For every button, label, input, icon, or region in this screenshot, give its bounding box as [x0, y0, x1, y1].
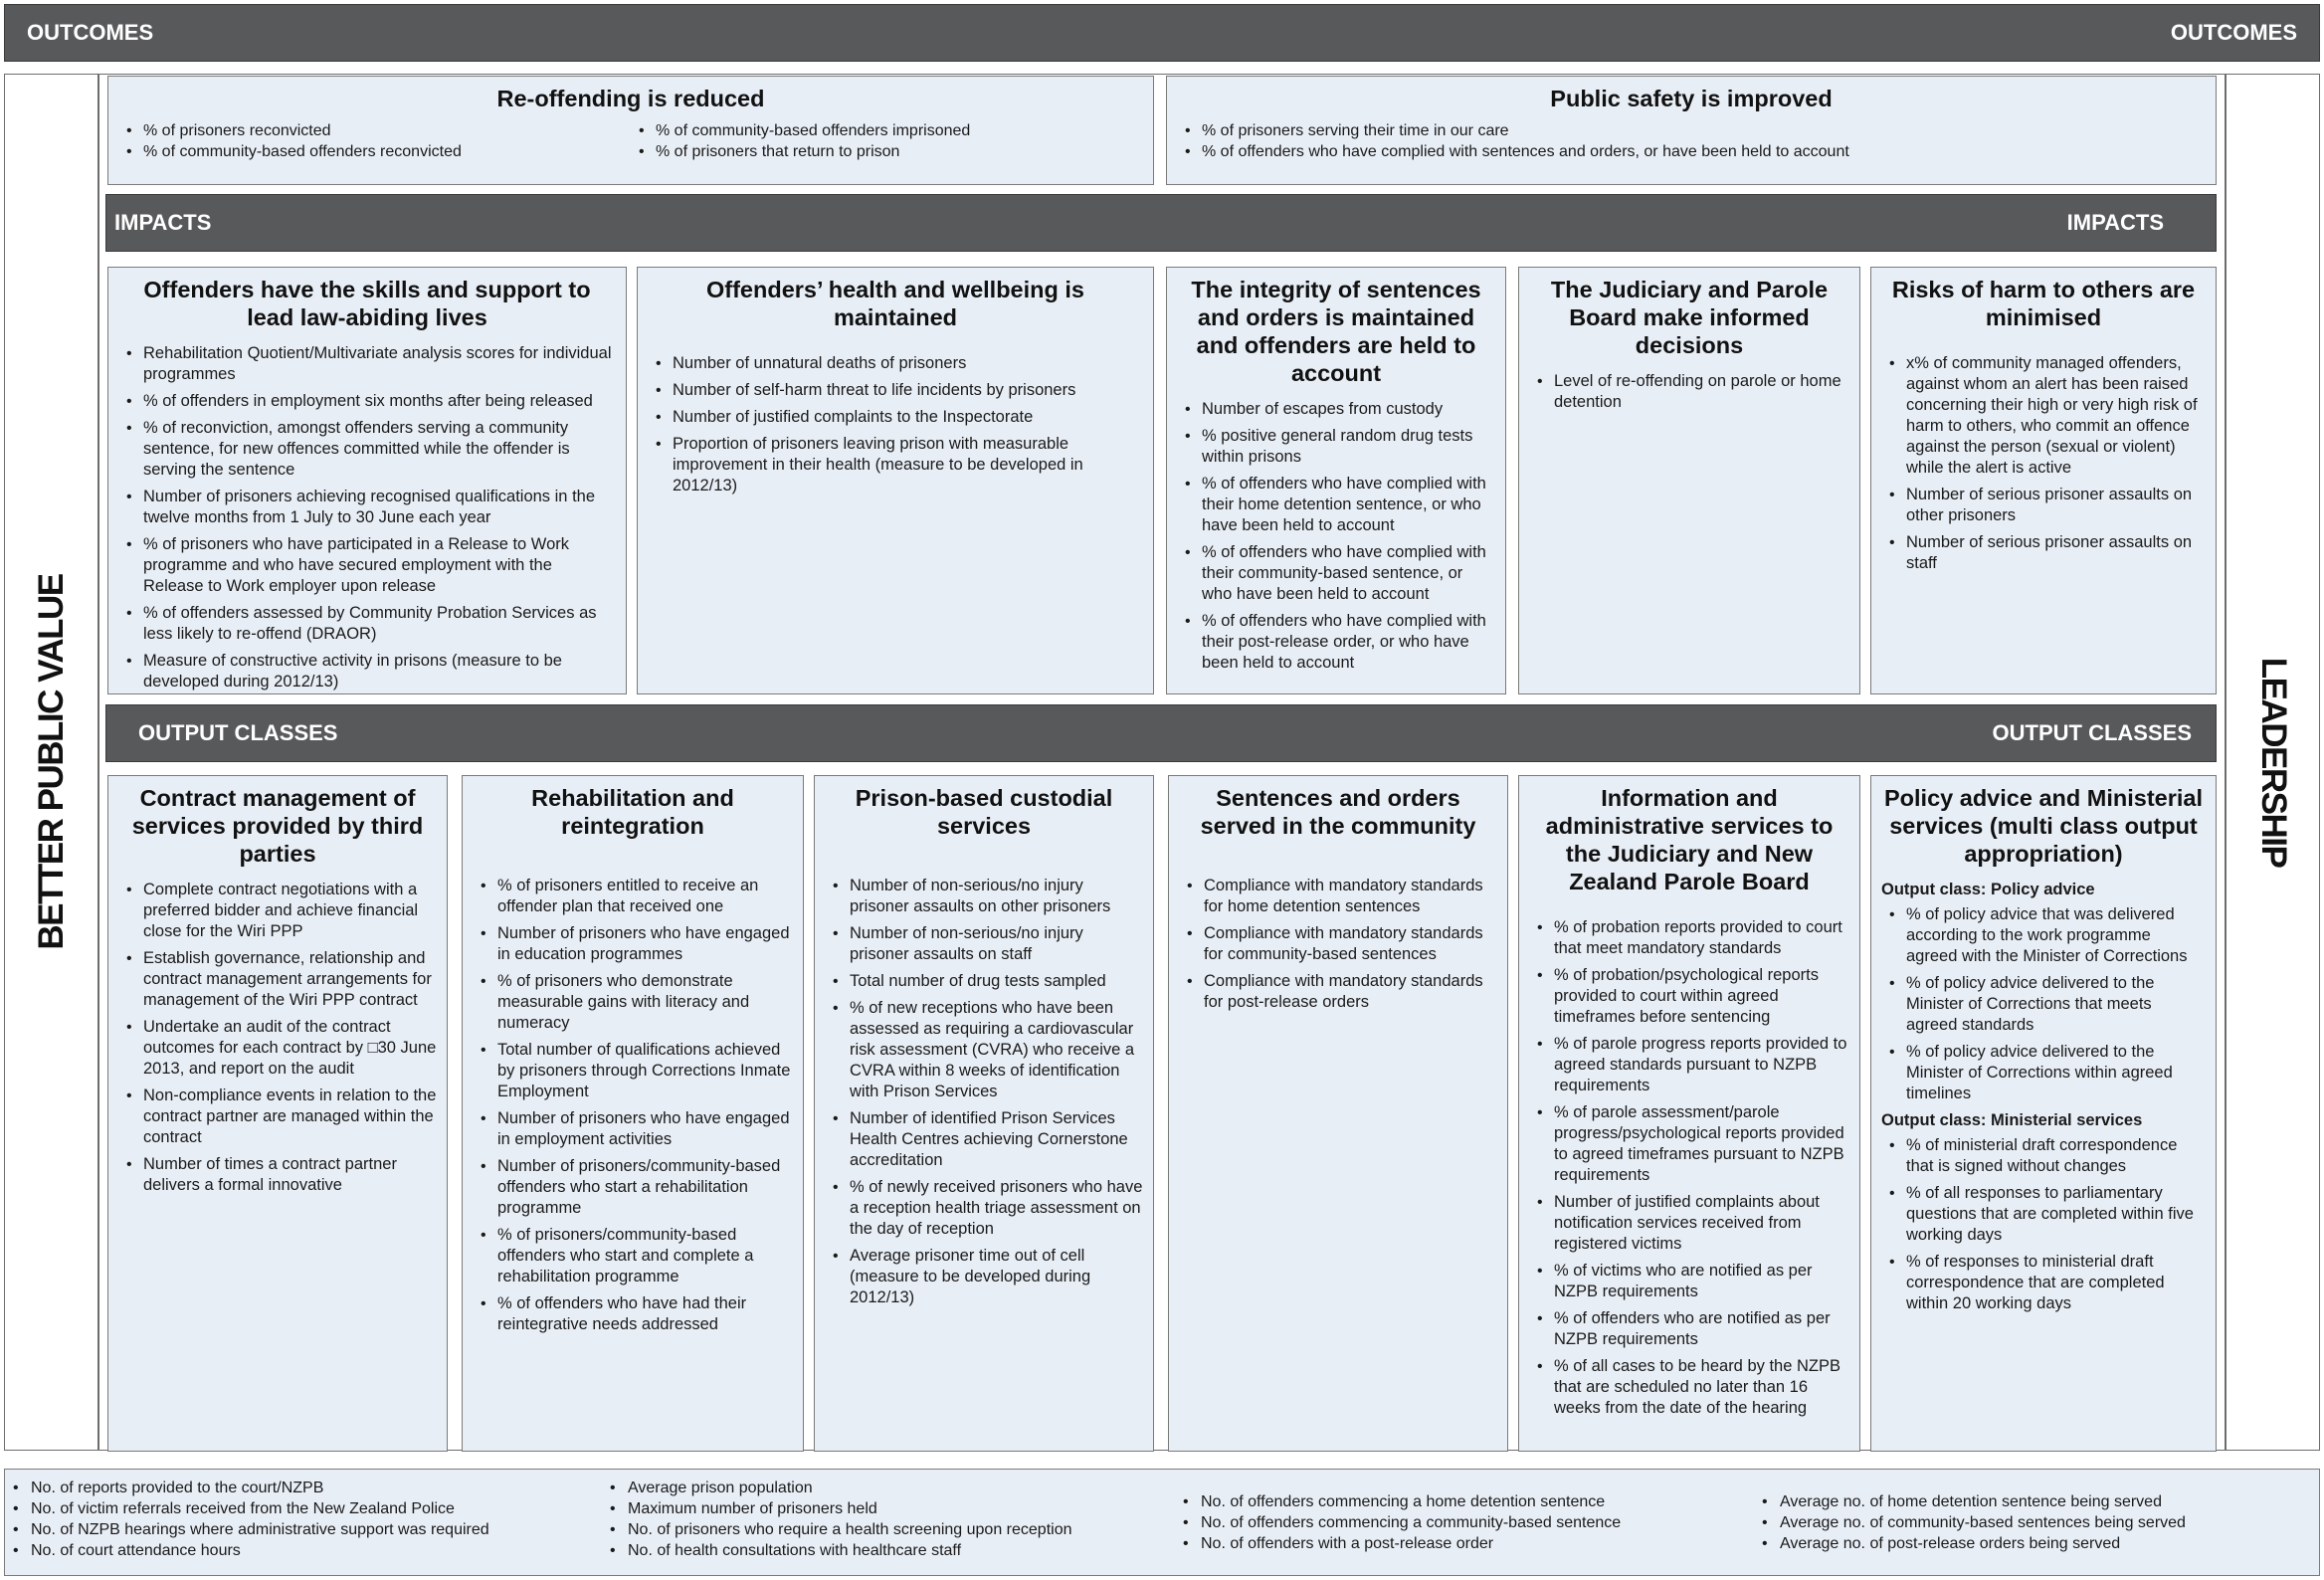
- list-item: • Number of prisoners who have engaged in employment activities: [473, 1108, 793, 1150]
- list-item: • Number of justified complaints about notification services received from registered victims: [1529, 1192, 1849, 1255]
- list-item: • % of prisoners serving their time in our care: [1177, 120, 2206, 141]
- output-subclass-policy-advice: Output class: Policy advice: [1881, 881, 2095, 898]
- impact-title: Risks of harm to others are minimised: [1891, 277, 2196, 330]
- output-measures-list: [1529, 917, 1849, 1419]
- list-item: • % of all cases to be heard by the NZPB that are scheduled no later than 16 weeks from the date of the hearing: [1529, 1356, 1849, 1419]
- output-classes-header-right-label: OUTPUT CLASSES: [1992, 720, 2192, 745]
- list-item: • % of all responses to parliamentary questions that are completed within five working days: [1881, 1183, 2206, 1246]
- output-subclass-ministerial-services: Output class: Ministerial services: [1881, 1111, 2143, 1129]
- list-item: • % of newly received prisoners who have a reception health triage assessment on the day of reception: [825, 1177, 1143, 1240]
- output-measures-list: [825, 876, 1143, 1308]
- list-item: • % of offenders who are notified as per NZPB requirements: [1529, 1308, 1849, 1350]
- impact-title: The integrity of sentences and orders is maintained and offenders are held to account: [1191, 277, 1481, 386]
- output-classes-header-bar: [105, 704, 2217, 762]
- list-item: • % of ministerial draft correspondence that is signed without changes: [1881, 1135, 2206, 1177]
- list-item: • % of prisoners that return to prison: [631, 141, 1143, 162]
- list-item: • No. of NZPB hearings where administrative support was required: [11, 1519, 608, 1540]
- output-box-contract-management: [107, 775, 448, 1452]
- list-item: • Number of justified complaints to the Inspectorate: [648, 407, 1143, 428]
- footer-col-4: [1760, 1478, 2297, 1567]
- output-measures-list: [1881, 1135, 2206, 1314]
- list-item: • Average prisoner time out of cell (measure to be developed during 2012/13): [825, 1246, 1143, 1308]
- output-box-custodial-services: [814, 775, 1154, 1452]
- list-item: • % of offenders who have complied with their home detention sentence, or who have been held to account: [1177, 474, 1495, 536]
- list-item: • Maximum number of prisoners held: [608, 1498, 1181, 1519]
- footer-col-1: [11, 1478, 608, 1567]
- list-item: • Average prison population: [608, 1478, 1181, 1498]
- list-item: • Compliance with mandatory standards for post-release orders: [1179, 971, 1497, 1013]
- footer-col-3: [1181, 1478, 1760, 1567]
- leadership-side-panel: [2226, 74, 2320, 1451]
- impact-title: Offenders’ health and wellbeing is maintained: [706, 277, 1084, 330]
- output-box-information-services: [1518, 775, 1860, 1452]
- impact-title: Offenders have the skills and support to lead law-abiding lives: [143, 277, 591, 330]
- list-item: • Number of serious prisoner assaults on staff: [1881, 532, 2206, 574]
- impact-measures-list: [648, 353, 1143, 496]
- footer-col-2: [608, 1478, 1181, 1567]
- list-item: • Establish governance, relationship and contract management arrangements for management of the Wiri PPP contract: [118, 948, 437, 1011]
- list-item: • % of offenders who have complied with their post-release order, or who have been held to account: [1177, 611, 1495, 674]
- list-item: • Level of re-offending on parole or home detention: [1529, 371, 1849, 413]
- list-item: • % of prisoners who have participated in a Release to Work programme and who have secured employment with the Release to Work employer upon release: [118, 534, 616, 597]
- list-item: • % of prisoners reconvicted: [118, 120, 631, 141]
- list-item: • % of community-based offenders imprisoned: [631, 120, 1143, 141]
- outcome-title: Public safety is improved: [1550, 86, 1833, 111]
- list-item: • Number of serious prisoner assaults on other prisoners: [1881, 485, 2206, 526]
- list-item: • % of prisoners who demonstrate measurable gains with literacy and numeracy: [473, 971, 793, 1034]
- outcomes-header-right-label: OUTCOMES: [2170, 20, 2297, 45]
- outcomes-header-bar: [4, 4, 2320, 62]
- list-item: • % of offenders in employment six months after being released: [118, 391, 616, 412]
- outcome-box-reoffending: [107, 76, 1154, 185]
- impact-box-skills-support: [107, 267, 627, 694]
- impacts-header-bar: [105, 194, 2217, 252]
- list-item: • Total number of drug tests sampled: [825, 971, 1143, 992]
- list-item: • % of offenders who have complied with their community-based sentence, or who have been held to account: [1177, 542, 1495, 605]
- list-item: • % of parole assessment/parole progress/psychological reports provided to agreed timeframes pursuant to NZPB requirements: [1529, 1102, 1849, 1186]
- outcome-measures-col1: [118, 120, 631, 162]
- output-title: Prison-based custodial services: [855, 785, 1113, 839]
- list-item: • % of responses to ministerial draft correspondence that are completed within 20 working days: [1881, 1252, 2206, 1314]
- list-item: • Complete contract negotiations with a preferred bidder and achieve financial close for the Wiri PPP: [118, 880, 437, 942]
- list-item: • % of offenders who have complied with sentences and orders, or have been held to account: [1177, 141, 2206, 162]
- output-title: Information and administrative services to the Judiciary and New Zealand Parole Board: [1545, 785, 1834, 894]
- output-measures-list: [1881, 904, 2206, 1104]
- list-item: • % of probation/psychological reports provided to court within agreed timeframes before sentencing: [1529, 965, 1849, 1028]
- output-box-community-sentences: [1168, 775, 1508, 1452]
- list-item: • % of policy advice that was delivered according to the work programme agreed with the Minister of Corrections: [1881, 904, 2206, 967]
- list-item: • % of probation reports provided to court that meet mandatory standards: [1529, 917, 1849, 959]
- better-public-value-side-panel: [4, 74, 98, 1451]
- impacts-header-right-label: IMPACTS: [2066, 210, 2164, 235]
- output-box-rehabilitation: [462, 775, 804, 1452]
- output-title: Contract management of services provided by third parties: [131, 785, 424, 867]
- output-measures-list: [473, 876, 793, 1335]
- output-classes-header-left-label: OUTPUT CLASSES: [138, 720, 338, 745]
- list-item: • Number of times a contract partner delivers a formal innovative: [118, 1154, 437, 1196]
- list-item: • % of victims who are notified as per NZPB requirements: [1529, 1261, 1849, 1302]
- list-item: • Measure of constructive activity in prisons (measure to be developed during 2012/13): [118, 651, 616, 692]
- output-measures-list: [1179, 876, 1497, 1013]
- impacts-header-left-label: IMPACTS: [114, 210, 212, 235]
- list-item: • % of offenders assessed by Community Probation Services as less likely to re-offend (DRAOR): [118, 603, 616, 645]
- list-item: • Number of prisoners achieving recognised qualifications in the twelve months from 1 July to 30 June each year: [118, 487, 616, 528]
- list-item: • Non-compliance events in relation to the contract partner are managed within the contract: [118, 1086, 437, 1148]
- output-box-policy-advice: [1870, 775, 2217, 1452]
- list-item: • No. of prisoners who require a health screening upon reception: [608, 1519, 1181, 1540]
- list-item: • % of prisoners/community-based offenders who start and complete a rehabilitation programme: [473, 1225, 793, 1287]
- list-item: • % positive general random drug tests within prisons: [1177, 426, 1495, 468]
- output-title: Sentences and orders served in the community: [1200, 785, 1476, 839]
- list-item: • Average no. of home detention sentence being served: [1760, 1491, 2297, 1512]
- output-measures-list: [118, 880, 437, 1196]
- impact-box-integrity-sentences: [1166, 267, 1506, 694]
- outcome-box-public-safety: [1166, 76, 2217, 185]
- list-item: • Number of escapes from custody: [1177, 399, 1495, 420]
- list-item: • Average no. of post-release orders being served: [1760, 1533, 2297, 1554]
- list-item: • No. of reports provided to the court/NZPB: [11, 1478, 608, 1498]
- list-item: • % of policy advice delivered to the Minister of Corrections within agreed timelines: [1881, 1042, 2206, 1104]
- list-item: • Number of non-serious/no injury prisoner assaults on staff: [825, 923, 1143, 965]
- output-title: Rehabilitation and reintegration: [531, 785, 734, 839]
- better-public-value-label: BETTER PUBLIC VALUE: [31, 574, 71, 950]
- list-item: • Rehabilitation Quotient/Multivariate analysis scores for individual programmes: [118, 343, 616, 385]
- outcome-measures-col2: [631, 120, 1143, 162]
- list-item: • Number of prisoners/community-based offenders who start a rehabilitation programme: [473, 1156, 793, 1219]
- leadership-label: LEADERSHIP: [2253, 657, 2293, 868]
- impact-measures-list: [1177, 399, 1495, 674]
- list-item: • % of community-based offenders reconvicted: [118, 141, 631, 162]
- list-item: • No. of offenders commencing a home detention sentence: [1181, 1491, 1760, 1512]
- outcome-measures-col1: [1177, 120, 2206, 162]
- list-item: • % of prisoners entitled to receive an offender plan that received one: [473, 876, 793, 917]
- list-item: • Compliance with mandatory standards for home detention sentences: [1179, 876, 1497, 917]
- volume-measures-footer: [4, 1469, 2320, 1576]
- list-item: • % of offenders who have had their reintegrative needs addressed: [473, 1293, 793, 1335]
- impact-measures-list: [118, 343, 616, 692]
- list-item: • x% of community managed offenders, against whom an alert has been raised concerning their high or very high risk of harm to others, who commit an offence against the person (sexual or violent) while the alert is active: [1881, 353, 2206, 479]
- list-item: • Compliance with mandatory standards for community-based sentences: [1179, 923, 1497, 965]
- impact-box-risks-of-harm: [1870, 267, 2217, 694]
- impact-title: The Judiciary and Parole Board make informed decisions: [1550, 277, 1829, 358]
- list-item: • Average no. of community-based sentences being served: [1760, 1512, 2297, 1533]
- list-item: • % of parole progress reports provided to agreed standards pursuant to NZPB requirements: [1529, 1034, 1849, 1096]
- impact-box-informed-decisions: [1518, 267, 1860, 694]
- list-item: • Number of non-serious/no injury prisoner assaults on other prisoners: [825, 876, 1143, 917]
- list-item: • No. of offenders with a post-release order: [1181, 1533, 1760, 1554]
- list-item: • % of new receptions who have been assessed as requiring a cardiovascular risk assessment (CVRA) who receive a CVRA within 8 weeks of identification with Prison Services: [825, 998, 1143, 1102]
- list-item: • % of policy advice delivered to the Minister of Corrections that meets agreed standards: [1881, 973, 2206, 1036]
- list-item: • Total number of qualifications achieved by prisoners through Corrections Inmate Employment: [473, 1040, 793, 1102]
- list-item: • No. of victim referrals received from the New Zealand Police: [11, 1498, 608, 1519]
- list-item: • No. of offenders commencing a community-based sentence: [1181, 1512, 1760, 1533]
- outcome-title: Re-offending is reduced: [496, 86, 765, 111]
- list-item: • % of reconviction, amongst offenders serving a community sentence, for new offences committed while the offender is serving the sentence: [118, 418, 616, 481]
- list-item: • Proportion of prisoners leaving prison with measurable improvement in their health (measure to be developed in 2012/13): [648, 434, 1143, 496]
- list-item: • No. of court attendance hours: [11, 1540, 608, 1561]
- output-title: Policy advice and Ministerial services (multi class output appropriation): [1884, 785, 2203, 867]
- list-item: • Number of identified Prison Services Health Centres achieving Cornerstone accreditation: [825, 1108, 1143, 1171]
- impact-measures-list: [1529, 371, 1849, 413]
- list-item: • No. of health consultations with healthcare staff: [608, 1540, 1181, 1561]
- impact-measures-list: [1881, 353, 2206, 574]
- impact-box-health-wellbeing: [637, 267, 1154, 694]
- list-item: • Undertake an audit of the contract outcomes for each contract by □30 June 2013, and report on the audit: [118, 1017, 437, 1080]
- list-item: • Number of prisoners who have engaged in education programmes: [473, 923, 793, 965]
- list-item: • Number of unnatural deaths of prisoners: [648, 353, 1143, 374]
- outcomes-header-left-label: OUTCOMES: [27, 20, 154, 45]
- list-item: • Number of self-harm threat to life incidents by prisoners: [648, 380, 1143, 401]
